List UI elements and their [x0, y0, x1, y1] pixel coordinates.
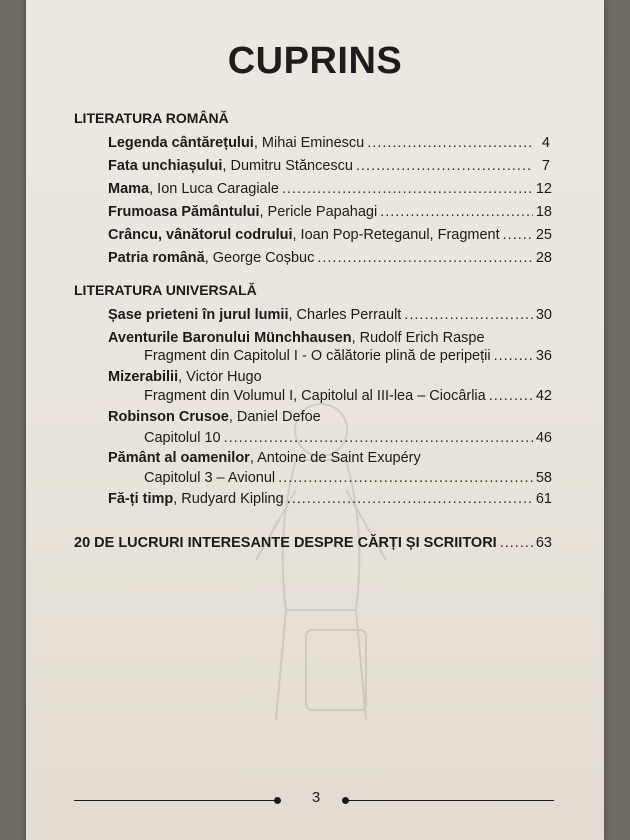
toc-entry [108, 305, 552, 325]
footer-rule-left [74, 800, 278, 801]
toc-entry [108, 367, 552, 387]
toc-entry [108, 489, 552, 509]
entry-author: , Antoine de Saint Exupéry [249, 450, 421, 466]
entry-title: Legenda cântărețului [108, 135, 254, 151]
entry-page: 58 [535, 470, 552, 486]
entry-page: 36 [535, 348, 552, 364]
entry-page: 46 [535, 430, 552, 446]
footer-dot-left [274, 797, 281, 804]
toc-subentry [144, 386, 552, 406]
toc-entry [108, 225, 552, 245]
toc-subentry [144, 428, 552, 448]
entry-author: , Rudolf Erich Raspe [351, 330, 485, 346]
entry-page: 63 [535, 535, 552, 551]
entry-author: , Rudyard Kipling [173, 491, 284, 507]
entry-page: 30 [535, 307, 552, 323]
subentry-text: Fragment din Volumul I, Capitolul al III-lea – Ciocârlia [144, 388, 486, 404]
entry-title: Mizerabilii [108, 369, 179, 385]
entry-title: Patria română [108, 250, 205, 266]
entry-page: 12 [535, 181, 552, 197]
entry-author: , Ioan Pop-Reteganul, Fragment [292, 227, 500, 243]
entry-author: , Victor Hugo [178, 369, 262, 385]
footer-rule-right [348, 800, 554, 801]
toc-entry-extra [74, 533, 552, 553]
entry-title: Robinson Crusoe [108, 409, 229, 425]
entry-title: Mama [108, 181, 150, 197]
page-title: CUPRINS [227, 40, 403, 82]
section-heading-romana: LITERATURA ROMÂNĂ [74, 110, 229, 126]
entry-title: Frumoasa Pământului [108, 204, 260, 220]
entry-title: Fata unchiașului [108, 158, 223, 174]
toc-subentry [144, 346, 552, 366]
entry-title: Crâncu, vânătorul codrului [108, 227, 293, 243]
toc-entry [108, 156, 550, 176]
entry-title: Șase prieteni în jurul lumii [108, 307, 289, 323]
entry-page: 25 [535, 227, 552, 243]
entry-title: Fă-ți timp [108, 491, 174, 507]
entry-page: 42 [535, 388, 552, 404]
toc-entry [108, 448, 552, 468]
entry-page: 28 [535, 250, 552, 266]
entry-author: , Pericle Papahagi [259, 204, 378, 220]
toc-entry [108, 407, 552, 427]
toc-subentry [144, 468, 552, 488]
toc-entry [108, 133, 550, 153]
entry-title: Aventurile Baronului Münchhausen [108, 330, 352, 346]
subentry-text: Capitolul 3 – Avionul [144, 470, 276, 486]
entry-page: 7 [541, 158, 550, 174]
entry-page: 61 [535, 491, 552, 507]
page-number: 3 [311, 789, 321, 806]
entry-title: Pământ al oamenilor [108, 450, 250, 466]
entry-author: , Ion Luca Caragiale [149, 181, 279, 197]
entry-page: 4 [541, 135, 550, 151]
book-page [26, 0, 604, 840]
section-heading-universala: LITERATURA UNIVERSALĂ [74, 282, 257, 298]
toc-entry [108, 202, 552, 222]
entry-author: , Daniel Defoe [228, 409, 321, 425]
subentry-text: Fragment din Capitolul I - O călătorie plină de peripeții [144, 348, 491, 364]
entry-author: , Charles Perrault [288, 307, 402, 323]
toc-entry [108, 179, 552, 199]
entry-author: , George Coșbuc [204, 250, 315, 266]
entry-author: , Dumitru Stăncescu [222, 158, 353, 174]
entry-title: 20 DE LUCRURI INTERESANTE DESPRE CĂRȚI ȘI SCRIITORI [74, 535, 497, 551]
toc-entry [108, 248, 552, 268]
entry-author: , Mihai Eminescu [253, 135, 365, 151]
entry-page: 18 [535, 204, 552, 220]
toc-entry [108, 328, 552, 348]
subentry-text: Capitolul 10 [144, 430, 221, 446]
